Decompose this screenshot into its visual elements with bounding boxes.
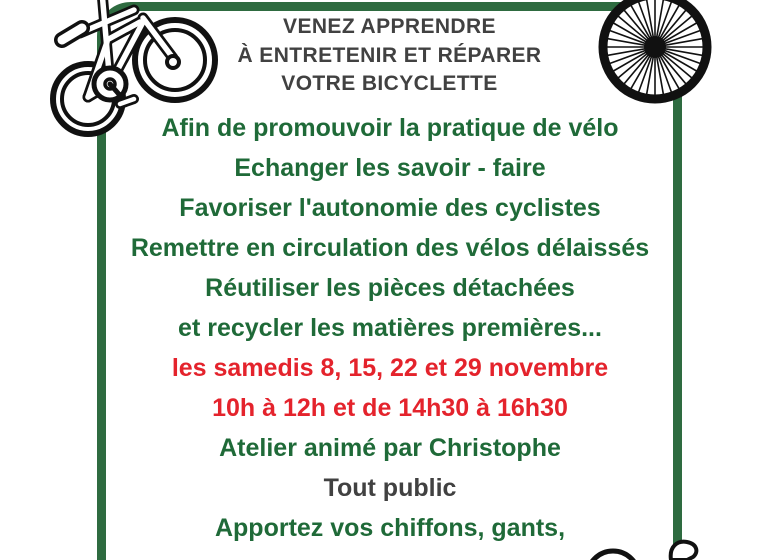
goal-line-2: Echanger les savoir - faire: [234, 154, 546, 182]
dates-line: les samedis 8, 15, 22 et 29 novembre: [171, 354, 609, 382]
title-line-2: À ENTRETENIR ET RÉPARER: [237, 43, 542, 67]
goal-line-4: Remettre en circulation des vélos délaissés: [130, 234, 650, 262]
poster-title: [107, 13, 672, 99]
bring-line: Apportez vos chiffons, gants,: [214, 514, 566, 542]
audience-line: Tout public: [323, 474, 457, 502]
animator-line: Atelier animé par Christophe: [219, 434, 561, 462]
goal-line-3: Favoriser l'autonomie des cyclistes: [179, 194, 601, 222]
poster-body: [104, 108, 676, 548]
goal-line-5: Réutiliser les pièces détachées: [205, 274, 575, 302]
title-line-3: VOTRE BICYCLETTE: [281, 72, 498, 95]
goal-line-6: et recycler les matières premières...: [178, 314, 602, 342]
goal-line-1: Afin de promouvoir la pratique de vélo: [161, 114, 619, 142]
hours-line: 10h à 12h et de 14h30 à 16h30: [212, 394, 568, 422]
title-line-1: VENEZ APPRENDRE: [283, 15, 496, 38]
